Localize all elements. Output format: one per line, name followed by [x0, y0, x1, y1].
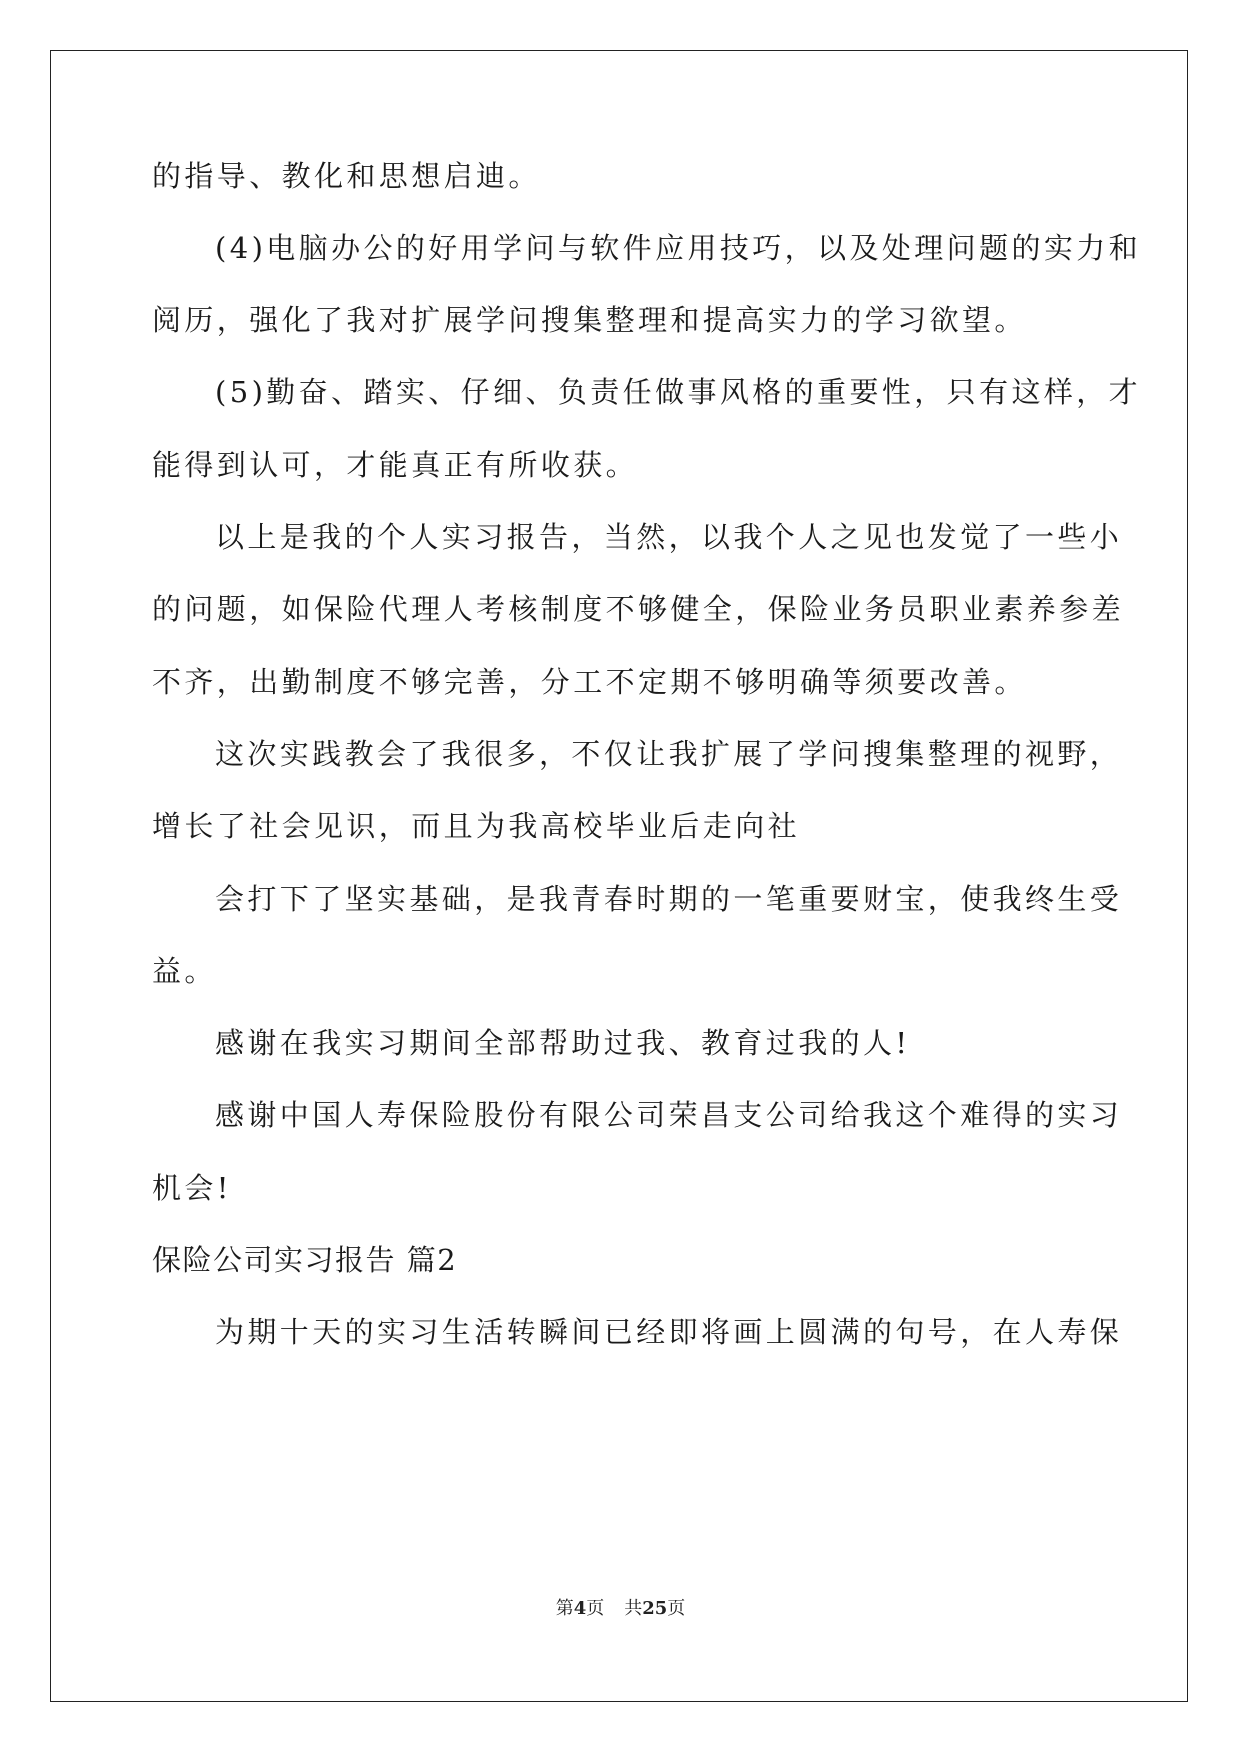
- page-total: 25: [642, 1598, 668, 1619]
- footer-prefix: 第: [555, 1598, 574, 1619]
- text-line: 这次实践教会了我很多，不仅让我扩展了学问搜集整理的视野，: [215, 737, 1123, 771]
- page-footer: [0, 1597, 1241, 1621]
- footer-mid: 页: [586, 1598, 605, 1619]
- section-heading: 保险公司实习报告 篇2: [152, 1243, 458, 1277]
- text-line: 会打下了坚实基础，是我青春时期的一笔重要财宝，使我终生受: [215, 882, 1123, 916]
- page-number: 4: [573, 1598, 587, 1619]
- text-line: 的问题，如保险代理人考核制度不够健全，保险业务员职业素养参差: [152, 592, 1125, 626]
- text-line: 阅历，强化了我对扩展学问搜集整理和提高实力的学习欲望。: [152, 303, 1027, 337]
- text-line: (5)勤奋、踏实、仔细、负责任做事风格的重要性，只有这样，才: [215, 375, 1142, 409]
- text-line: 感谢在我实习期间全部帮助过我、教育过我的人!: [215, 1026, 911, 1060]
- text-line: 机会!: [152, 1171, 232, 1205]
- text-line: 感谢中国人寿保险股份有限公司荣昌支公司给我这个难得的实习: [215, 1098, 1123, 1132]
- text-line: 的指导、教化和思想启迪。: [152, 159, 541, 193]
- text-line: 益。: [152, 954, 217, 988]
- text-line: (4)电脑办公的好用学问与软件应用技巧，以及处理问题的实力和: [215, 231, 1142, 265]
- text-line: 为期十天的实习生活转瞬间已经即将画上圆满的句号，在人寿保: [215, 1315, 1123, 1349]
- page-border: [50, 50, 1188, 1702]
- text-line: 以上是我的个人实习报告，当然，以我个人之见也发觉了一些小: [215, 520, 1123, 554]
- text-line: 能得到认可，才能真正有所收获。: [152, 448, 639, 482]
- text-line: 增长了社会见识，而且为我高校毕业后走向社: [152, 809, 801, 843]
- text-line: 不齐，出勤制度不够完善，分工不定期不够明确等须要改善。: [152, 665, 1027, 699]
- footer-suffix: 页: [667, 1598, 686, 1619]
- footer-total-prefix: 共: [624, 1598, 643, 1619]
